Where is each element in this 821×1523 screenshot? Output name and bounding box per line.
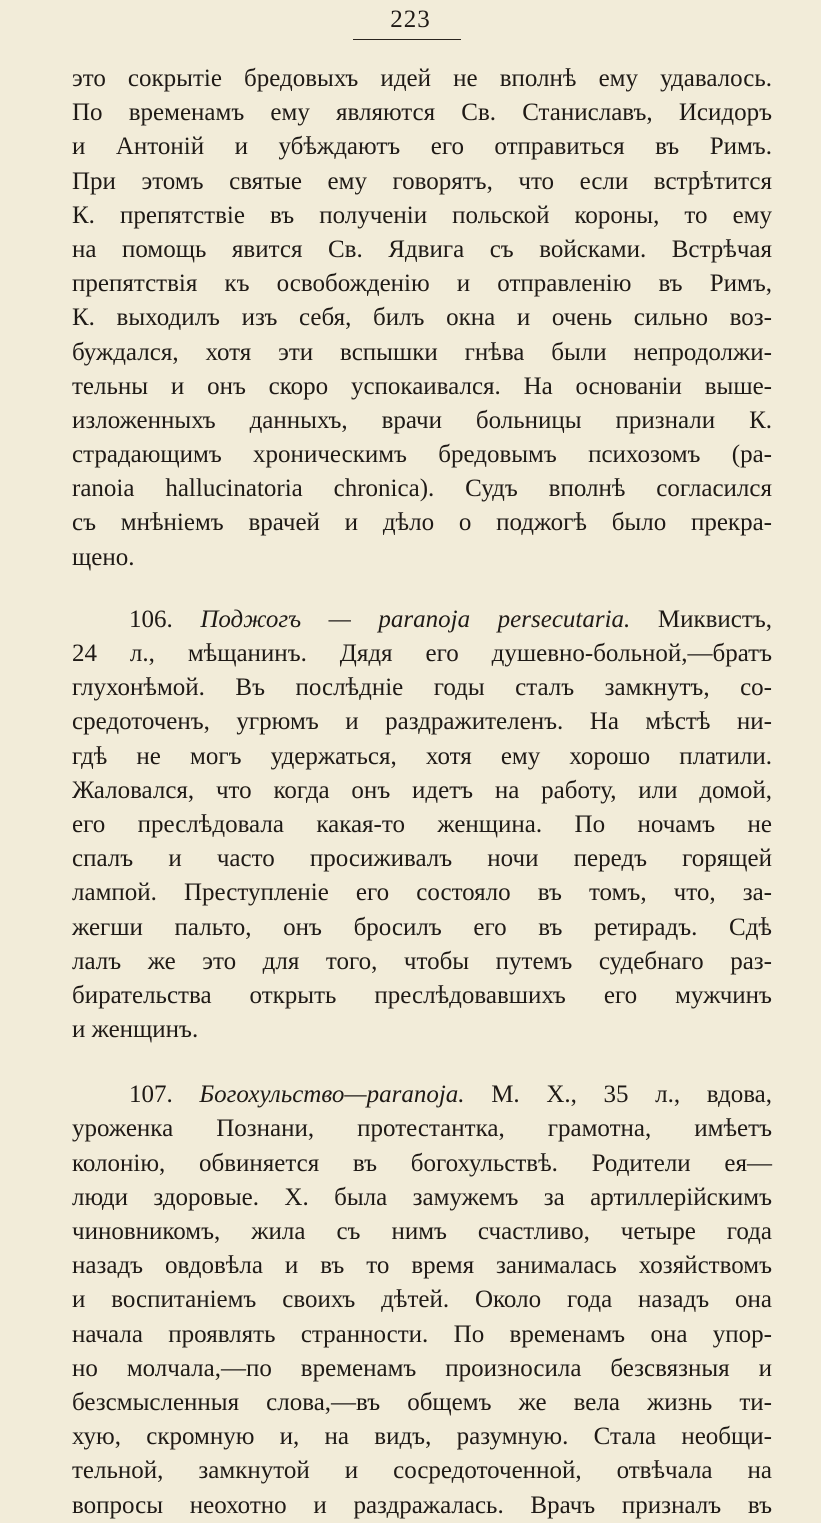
text-line: изложенныхъ данныхъ, врачи больницы признали К.	[72, 406, 772, 434]
text-line: лампой. Преступленіе его состояло въ томъ, что, за-	[72, 879, 772, 907]
page-number: 223	[390, 6, 431, 33]
case-title: Богохульство—paranoja.	[199, 1081, 465, 1109]
text-line: но молчала,—по временамъ произносила безсвязныя и	[72, 1354, 772, 1382]
text-line: лалъ же это для того, чтобы путемъ судебнаго раз-	[72, 947, 772, 975]
text-line: съ мнѣніемъ врачей и дѣло о поджогѣ было прекра-	[72, 509, 772, 537]
text-line: это сокрытіе бредовыхъ идей не вполнѣ ему удавалось.	[72, 65, 772, 92]
text-line: жегши пальто, онъ бросилъ его въ ретирадъ. Сдѣ	[72, 913, 772, 941]
text-line: и женщинъ.	[72, 1016, 199, 1044]
text-line: безсмысленныя слова,—въ общемъ же вела жизнь ти-	[72, 1388, 772, 1416]
text-line: К. препятствіе въ полученіи польской короны, то ему	[72, 201, 772, 229]
text-line: 24 л., мѣщанинъ. Дядя его душевно-больной,—братъ	[72, 640, 772, 667]
text-line: на помощь явится Св. Ядвига съ войсками. Встрѣчая	[72, 235, 772, 263]
paragraph-continued	[72, 62, 772, 575]
text-line: вопросы неохотно и раздражалась. Врачъ призналъ въ	[72, 1491, 772, 1519]
text-line: ranoia hallucinatoria chronica). Судъ вполнѣ согласился	[72, 475, 772, 503]
page-body	[72, 62, 772, 1523]
text-line: тельной, замкнутой и сосредоточенной, отвѣчала на	[72, 1457, 772, 1485]
case-number: 106.	[129, 605, 173, 633]
case-heading-rest: Миквистъ,	[657, 605, 773, 633]
header-rule	[353, 39, 461, 40]
text-line: начала проявлять странности. По временамъ она упор-	[72, 1320, 772, 1348]
text-line: По временамъ ему являются Св. Станиславъ, Исидоръ	[72, 99, 772, 127]
text-line: люди здоровые. Х. была замужемъ за артиллерійскимъ	[72, 1183, 772, 1211]
case-heading-rest: М. Х., 35 л., вдова,	[491, 1081, 773, 1109]
case-106	[72, 603, 772, 1047]
case-heading-line	[72, 1078, 772, 1112]
text-line: спалъ и часто просиживалъ ночи передъ горящей	[72, 845, 772, 873]
text-line: чиновникомъ, жила съ нимъ счастливо, четыре года	[72, 1218, 772, 1245]
text-line: хую, скромную и, на видъ, разумную. Стала необщи-	[72, 1423, 772, 1451]
text-line: буждался, хотя эти вспышки гнѣва были непродолжи-	[72, 338, 772, 366]
paragraph-spacer	[72, 1047, 772, 1078]
text-line: и Антоній и убѣждаютъ его отправиться въ Римъ.	[72, 133, 772, 161]
text-line: страдающимъ хроническимъ бредовымъ психозомъ (pa-	[72, 441, 772, 469]
text-line: бирательства открыть преслѣдовавшихъ его мужчинъ	[72, 981, 772, 1009]
text-line: щено.	[72, 543, 135, 571]
case-number: 107.	[129, 1081, 173, 1109]
case-title: Поджогъ — paranoja persecutaria.	[200, 605, 631, 633]
text-line: его преслѣдовала какая-то женщина. По ночамъ не	[72, 810, 772, 838]
text-line: Жаловался, что когда онъ идетъ на работу, или домой,	[72, 776, 772, 804]
text-line: назадъ овдовѣла и въ то время занималась хозяйствомъ	[72, 1252, 772, 1280]
text-line: При этомъ святые ему говорятъ, что если встрѣтится	[72, 167, 772, 195]
text-line: и воспитаніемъ своихъ дѣтей. Около года назадъ она	[72, 1286, 772, 1314]
text-line: глухонѣмой. Въ послѣдніе годы сталъ замкнутъ, со-	[72, 674, 772, 702]
text-line: К. выходилъ изъ себя, билъ окна и очень сильно воз-	[72, 304, 772, 332]
text-line: тельны и онъ скоро успокаивался. На основаніи выше-	[72, 372, 772, 400]
case-107	[72, 1078, 772, 1522]
text-line: средоточенъ, угрюмъ и раздражителенъ. На мѣстѣ ни-	[72, 708, 772, 736]
paragraph-spacer	[72, 575, 772, 603]
text-line: колонію, обвиняется въ богохульствѣ. Родители ея—	[72, 1149, 772, 1177]
text-line: уроженка Познани, протестантка, грамотна, имѣетъ	[72, 1115, 772, 1143]
text-line: препятствія къ освобожденію и отправленію въ Римъ,	[72, 270, 772, 298]
text-line: гдѣ не могъ удержаться, хотя ему хорошо платили.	[72, 742, 772, 770]
case-heading-line	[72, 603, 772, 637]
